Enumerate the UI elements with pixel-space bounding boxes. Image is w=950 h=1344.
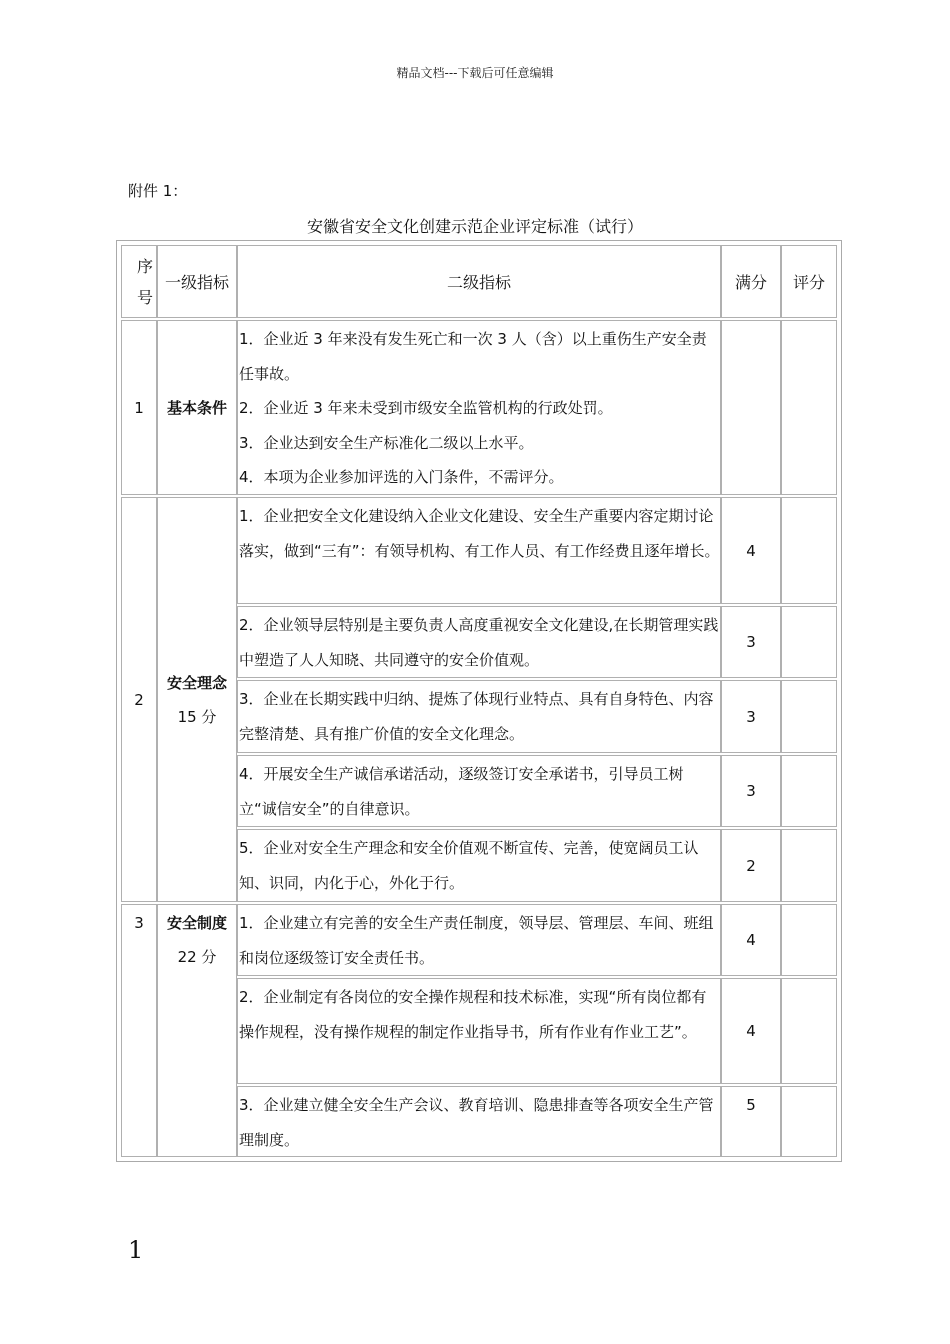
header-no: 序号 [137, 257, 154, 307]
group-1-item-1-text: 1．企业近 3 年来没有发生死亡和一次 3 人（含）以上重伤生产安全责任事故。 2．企业近 3 年来未受到市级安全监管机构的行政处罚。 3．企业达到安全生产标准化二级以上水平。 4．本项为企业参加评选的入门条件，不需评分。 [239, 330, 707, 486]
group-3-item-1-full: 4 [721, 904, 781, 976]
attachment-label: 附件 1： [128, 182, 188, 200]
group-1-score-cell [781, 320, 837, 495]
group-3-item-3-full-cell [721, 1086, 781, 1157]
group-2-item-2-text: 2．企业领导层特别是主要负责人高度重视安全文化建设,在长期管理实践中塑造了人人知晓、共同遵守的安全价值观。 [239, 616, 719, 669]
header-level2: 二级指标 [237, 245, 721, 318]
group-2-points: 15 分 [177, 707, 217, 726]
group-1-item-1-cell [237, 320, 721, 495]
group-3-item-3-score [781, 1086, 837, 1157]
group-3-title: 安全制度 [166, 914, 227, 932]
group-3-item-2-cell [237, 978, 721, 1084]
group-3-no-cell [121, 904, 157, 1157]
group-2-title-cell [157, 497, 237, 902]
page-header: 精品文档---下载后可任意编辑 [396, 66, 554, 80]
group-2-item-1-full: 4 [721, 497, 781, 604]
header-full: 满分 [721, 245, 781, 318]
group-3-item-3-text: 3．企业建立健全安全生产会议、教育培训、隐患排查等各项安全生产管理制度。 [239, 1096, 714, 1149]
group-2-item-5-score [781, 829, 837, 902]
group-3-item-2-score [781, 978, 837, 1084]
group-3-item-2-full: 4 [721, 978, 781, 1084]
group-2-item-3-text: 3．企业在长期实践中归纳、提炼了体现行业特点、具有自身特色、内容完整清楚、具有推广价值的安全文化理念。 [239, 690, 714, 743]
header-level1: 一级指标 [157, 245, 237, 318]
group-2-item-2-full: 3 [721, 606, 781, 678]
group-3-item-1-cell [237, 904, 721, 976]
group-2-item-1-text: 1．企业把安全文化建设纳入企业文化建设、安全生产重要内容定期讨论落实，做到“三有”：有领导机构、有工作人员、有工作经费且逐年增长。 [239, 507, 720, 560]
group-3-item-2-text: 2．企业制定有各岗位的安全操作规程和技术标准，实现“所有岗位都有操作规程，没有操作规程的制定作业指导书，所有作业有作业工艺”。 [239, 988, 707, 1041]
group-1-item-1-full [721, 320, 781, 495]
group-2-no: 2 [121, 497, 157, 902]
header-no-cell [121, 245, 157, 318]
group-3-item-3-full: 5 [746, 1096, 756, 1114]
group-2-item-2-score [781, 606, 837, 678]
group-2-item-5-text: 5．企业对安全生产理念和安全价值观不断宣传、完善，使宽阔员工认知、识同，内化于心，外化于行。 [239, 839, 699, 892]
group-2-item-4-full: 3 [721, 755, 781, 827]
group-2-item-2-cell [237, 606, 721, 678]
group-2-item-3-score [781, 680, 837, 753]
document-title: 安徽省安全文化创建示范企业评定标准（试行） [306, 217, 643, 236]
group-2-item-1-score [781, 497, 837, 604]
group-1-title: 基本条件 [166, 398, 227, 417]
group-1-no: 1 [121, 320, 157, 495]
group-3-title-cell [157, 904, 237, 1157]
group-2-item-1-cell [237, 497, 721, 604]
group-2-item-3-full: 3 [721, 680, 781, 753]
group-2-item-4-text: 4．开展安全生产诚信承诺活动，逐级签订安全承诺书，引导员工树立“诚信安全”的自律意识。 [239, 765, 684, 818]
group-3-points: 22 分 [177, 948, 217, 966]
group-2-item-4-cell [237, 755, 721, 827]
group-3-item-3-cell [237, 1086, 721, 1157]
group-2-item-4-score [781, 755, 837, 827]
group-2-title: 安全理念 [166, 673, 227, 692]
group-3-no: 3 [134, 914, 144, 932]
header-score: 评分 [781, 245, 837, 318]
group-3-item-1-score [781, 904, 837, 976]
group-1-title-cell [157, 320, 237, 495]
group-2-item-5-cell [237, 829, 721, 902]
group-2-item-5-full: 2 [721, 829, 781, 902]
group-2-item-3-cell [237, 680, 721, 753]
group-3-item-1-text: 1．企业建立有完善的安全生产责任制度，领导层、管理层、车间、班组和岗位逐级签订安全责任书。 [239, 914, 714, 967]
page-number: 1 [128, 1236, 144, 1264]
